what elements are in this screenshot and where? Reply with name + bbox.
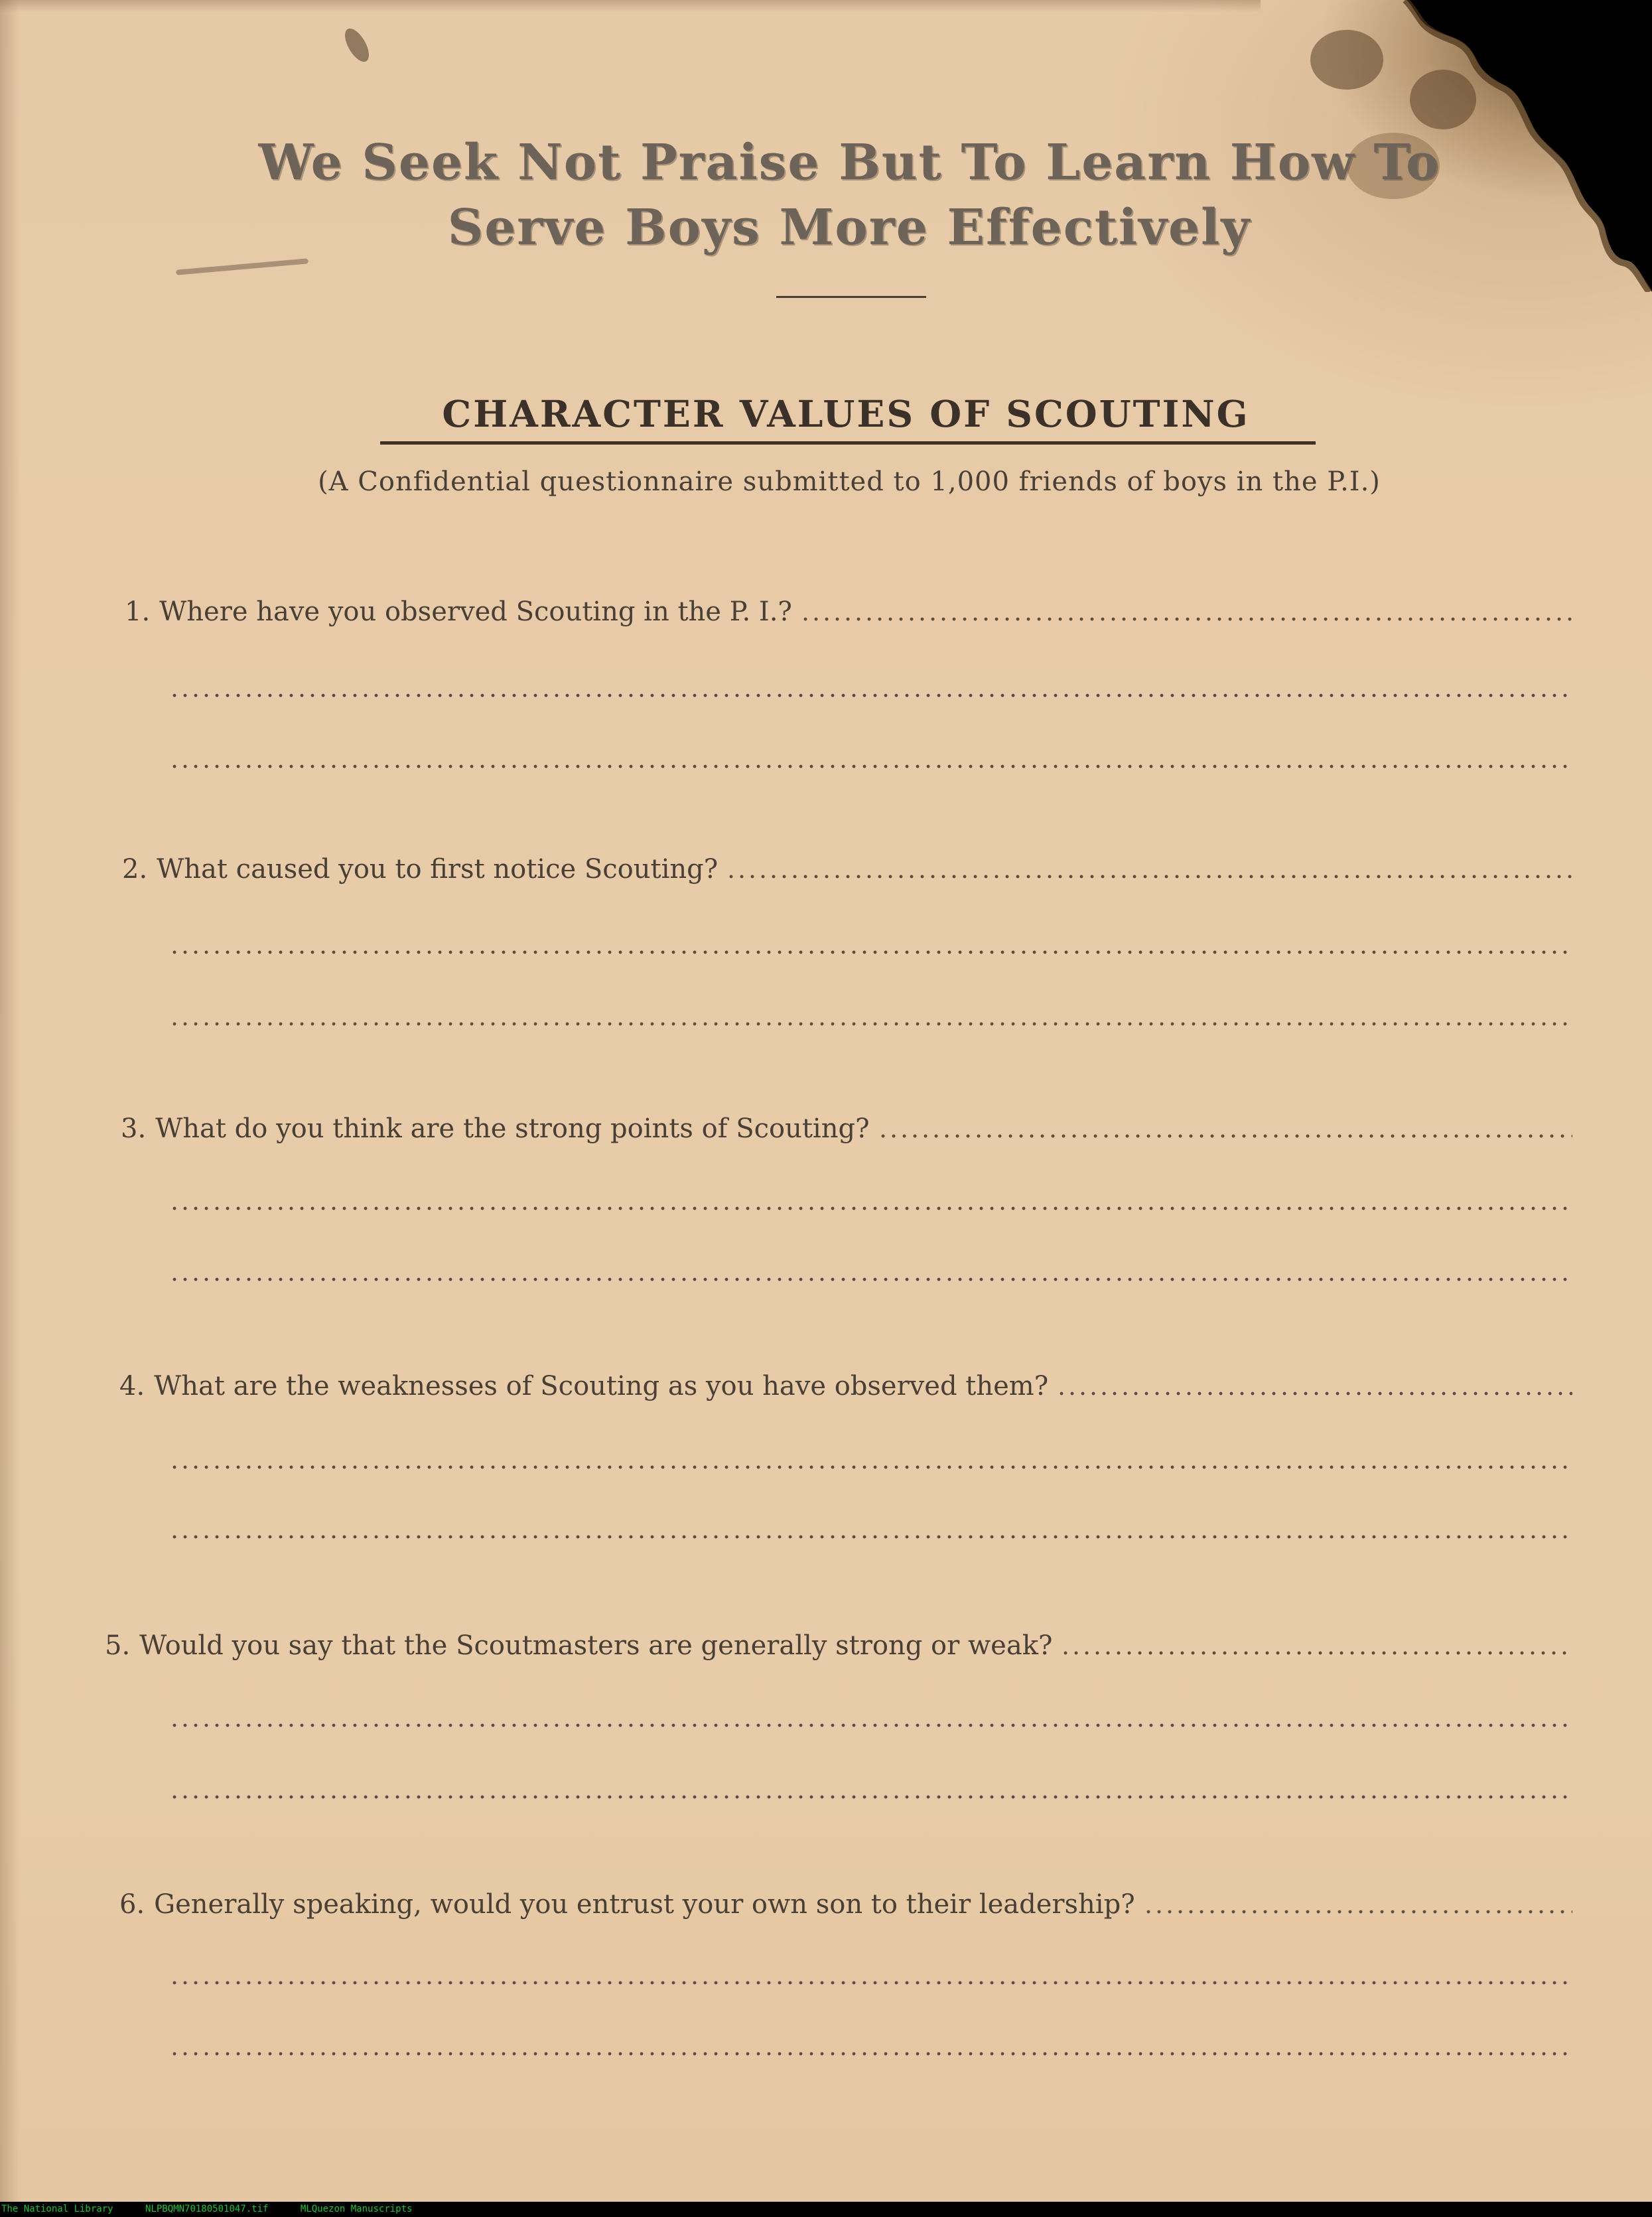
footer-collection: MLQuezon Manuscripts (300, 2204, 413, 2214)
title-underline (380, 441, 1316, 445)
answer-line[interactable] (800, 617, 1572, 621)
answer-line[interactable] (169, 1465, 1572, 1469)
pencil-mark (176, 258, 309, 275)
question-text: Generally speaking, would you entrust your own son to their leadership? (154, 1889, 1135, 1920)
question-text: What caused you to first notice Scouting? (157, 854, 719, 885)
question-number: 4. (119, 1371, 145, 1401)
question-text: What are the weaknesses of Scouting as you have observed them? (154, 1371, 1049, 1401)
answer-line[interactable] (878, 1134, 1572, 1138)
answer-line[interactable] (169, 950, 1572, 954)
question-number: 3. (121, 1113, 147, 1144)
answer-line[interactable] (1060, 1651, 1572, 1655)
ink-stain-mark (340, 25, 374, 65)
footer-library: The National Library (1, 2204, 113, 2214)
question-3 (121, 1109, 1572, 1142)
question-6 (119, 1885, 1572, 1918)
answer-line[interactable] (1143, 1910, 1572, 1914)
page-title: CHARACTER VALUES OF SCOUTING (442, 392, 1250, 435)
headline-line-1: We Seek Not Praise But To Learn How To (258, 134, 1440, 191)
answer-line[interactable] (169, 1535, 1572, 1539)
answer-line[interactable] (169, 1277, 1572, 1281)
answer-line[interactable] (169, 764, 1572, 768)
question-2 (122, 849, 1572, 883)
answer-line[interactable] (169, 1723, 1572, 1727)
headline-line-2: Serve Boys More Effectively (447, 199, 1251, 256)
headline-divider (776, 296, 926, 298)
question-text: Where have you observed Scouting in the P. I.? (159, 597, 792, 627)
question-number: 6. (119, 1889, 145, 1920)
question-4 (119, 1366, 1572, 1399)
question-text: What do you think are the strong points of Scouting? (155, 1113, 870, 1144)
answer-line[interactable] (169, 693, 1572, 697)
scan-footer-bar (0, 2202, 1652, 2217)
answer-line[interactable] (169, 1206, 1572, 1210)
answer-line[interactable] (169, 1022, 1572, 1026)
question-number: 1. (125, 597, 151, 627)
page-subtitle: (A Confidential questionnaire submitted to 1,000 friends of boys in the P.I.) (318, 466, 1381, 497)
footer-file-id: NLPBQMN70180501047.tif (145, 2204, 269, 2214)
answer-line[interactable] (1056, 1392, 1572, 1395)
answer-line[interactable] (169, 1981, 1572, 1985)
answer-line[interactable] (169, 2052, 1572, 2056)
answer-line[interactable] (726, 875, 1572, 879)
question-number: 5. (105, 1630, 131, 1661)
question-number: 2. (122, 854, 148, 885)
question-1 (125, 592, 1572, 625)
question-text: Would you say that the Scoutmasters are generally strong or weak? (139, 1630, 1053, 1661)
answer-line[interactable] (169, 1795, 1572, 1799)
page-top-edge (0, 0, 1261, 12)
question-5 (105, 1626, 1572, 1659)
page-edge-shadow (0, 0, 20, 2202)
